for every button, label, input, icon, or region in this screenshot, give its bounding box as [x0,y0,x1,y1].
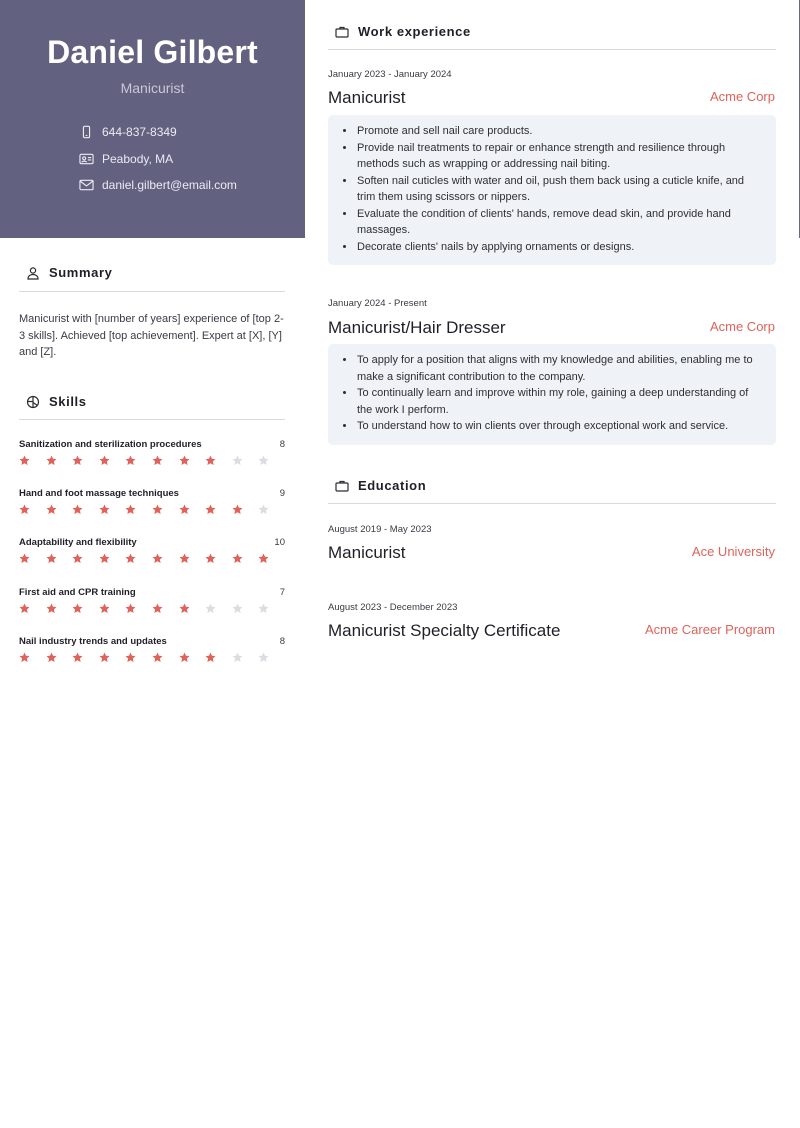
star-icon [232,503,259,515]
star-icon [19,651,46,663]
star-icon [258,503,285,515]
bullet-item: • Provide nail treatments to repair or enhance strength and resilience through methods such as wrapping or addressing nail biting. [356,140,762,173]
education-rule [328,503,776,504]
bullet-item: • Evaluate the condition of clients' hands, remove dead skin, and provide hand massages. [356,206,762,239]
star-icon [125,651,152,663]
profile-header [0,0,305,238]
star-icon [99,454,126,466]
star-icon [232,651,259,663]
star-icon [179,602,206,614]
star-icon [232,552,259,564]
star-icon [72,454,99,466]
work-entry-title: Manicurist/Hair Dresser [328,318,506,337]
skill-level: 8 [279,636,285,647]
star-icon [152,503,179,515]
briefcase-icon [335,479,349,493]
person-icon [26,266,40,280]
star-icon [99,552,126,564]
education-heading [335,478,426,493]
star-icon [152,651,179,663]
globe-icon [26,395,40,409]
skill-item [19,537,285,564]
skill-level: 8 [279,439,285,450]
phone-icon [78,125,94,139]
star-icon [205,651,232,663]
work-entry-org: Acme Corp [709,89,775,104]
bullet-item: • To understand how to win clients over through exceptional work and service. [356,418,762,435]
education-entry-org: Acme Career Program [644,622,775,637]
star-icon [152,552,179,564]
envelope-icon [78,178,94,192]
work-entry-dates: January 2023 - January 2024 [328,69,452,80]
bullet-item: • To apply for a position that aligns with my knowledge and abilities, enabling me to make a significant contribution to the company. [356,352,762,385]
star-icon [232,602,259,614]
skill-stars [19,552,285,564]
summary-text: Manicurist with [number of years] experience of [top 2-3 skills]. Achieved [top achievement]. Expert at [X], [Y] and [Z]. [19,313,284,358]
profile-headline: Manicurist [120,80,185,96]
star-icon [125,503,152,515]
skill-item [19,636,285,663]
star-icon [179,454,206,466]
bullet-item: • Soften nail cuticles with water and oil, push them back using a cuticle knife, and trim them using scissors or nippers. [356,173,762,206]
star-icon [179,651,206,663]
work-entry-bullets [328,115,776,265]
education-entry-title: Manicurist Specialty Certificate [328,621,561,640]
summary-heading-text: Summary [49,265,113,280]
contact-phone-text: 644-837-8349 [102,125,177,139]
star-icon [125,552,152,564]
star-icon [99,503,126,515]
star-icon [125,454,152,466]
skill-name: Nail industry trends and updates [19,636,167,647]
skills-heading [26,394,87,409]
star-icon [232,454,259,466]
skill-name: Hand and foot massage techniques [19,488,179,499]
skill-level: 10 [274,537,285,548]
star-icon [205,454,232,466]
bullet-item: • Promote and sell nail care products. [356,123,762,140]
skill-stars [19,503,285,515]
skill-name: Sanitization and sterilization procedures [19,439,202,450]
contact-email-text[interactable]: daniel.gilbert@email.com [102,178,237,192]
star-icon [179,552,206,564]
bullet-item: • Decorate clients' nails by applying ornaments or designs. [356,239,762,256]
star-icon [72,602,99,614]
star-icon [152,454,179,466]
skills-heading-text: Skills [49,394,87,409]
education-entry-title: Manicurist [328,543,406,562]
star-icon [152,602,179,614]
star-icon [99,602,126,614]
skill-level: 9 [279,488,285,499]
work-entry-org: Acme Corp [709,319,775,334]
skill-item [19,439,285,466]
star-icon [179,503,206,515]
education-entry-org: Ace University [691,544,775,559]
star-icon [46,602,73,614]
contact-email[interactable] [78,178,237,192]
star-icon [46,651,73,663]
skill-item [19,488,285,515]
star-icon [46,552,73,564]
star-icon [99,651,126,663]
star-icon [19,454,46,466]
skill-stars [19,454,285,466]
star-icon [258,552,285,564]
skill-level: 7 [279,587,285,598]
skill-name: First aid and CPR training [19,587,136,598]
briefcase-icon [335,25,349,39]
work-heading [335,24,471,39]
star-icon [258,602,285,614]
star-icon [46,454,73,466]
bullet-item: • To continually learn and improve within my role, gaining a deep understanding of the work I perform. [356,385,762,418]
star-icon [258,651,285,663]
star-icon [19,503,46,515]
star-icon [205,602,232,614]
skills-rule [19,419,285,420]
education-entry-dates: August 2019 - May 2023 [328,524,432,535]
star-icon [19,552,46,564]
star-icon [72,552,99,564]
star-icon [72,651,99,663]
work-entry-bullets [328,344,776,445]
star-icon [125,602,152,614]
star-icon [205,503,232,515]
star-icon [258,454,285,466]
contact-location-text: Peabody, MA [102,152,174,166]
skill-item [19,587,285,614]
star-icon [46,503,73,515]
skill-name: Adaptability and flexibility [19,537,137,548]
summary-heading [26,265,112,280]
profile-name: Daniel Gilbert [47,34,258,70]
education-heading-text: Education [358,478,427,493]
education-entry-dates: August 2023 - December 2023 [328,602,458,613]
summary-rule [19,291,285,292]
star-icon [19,602,46,614]
work-entry-dates: January 2024 - Present [328,298,427,309]
contact-phone [78,125,177,139]
work-rule [328,49,776,50]
skill-stars [19,651,285,663]
work-entry-title: Manicurist [328,88,406,107]
id-card-icon [78,152,94,166]
skill-stars [19,602,285,614]
star-icon [72,503,99,515]
star-icon [205,552,232,564]
contact-location [78,152,173,166]
work-heading-text: Work experience [358,24,471,39]
